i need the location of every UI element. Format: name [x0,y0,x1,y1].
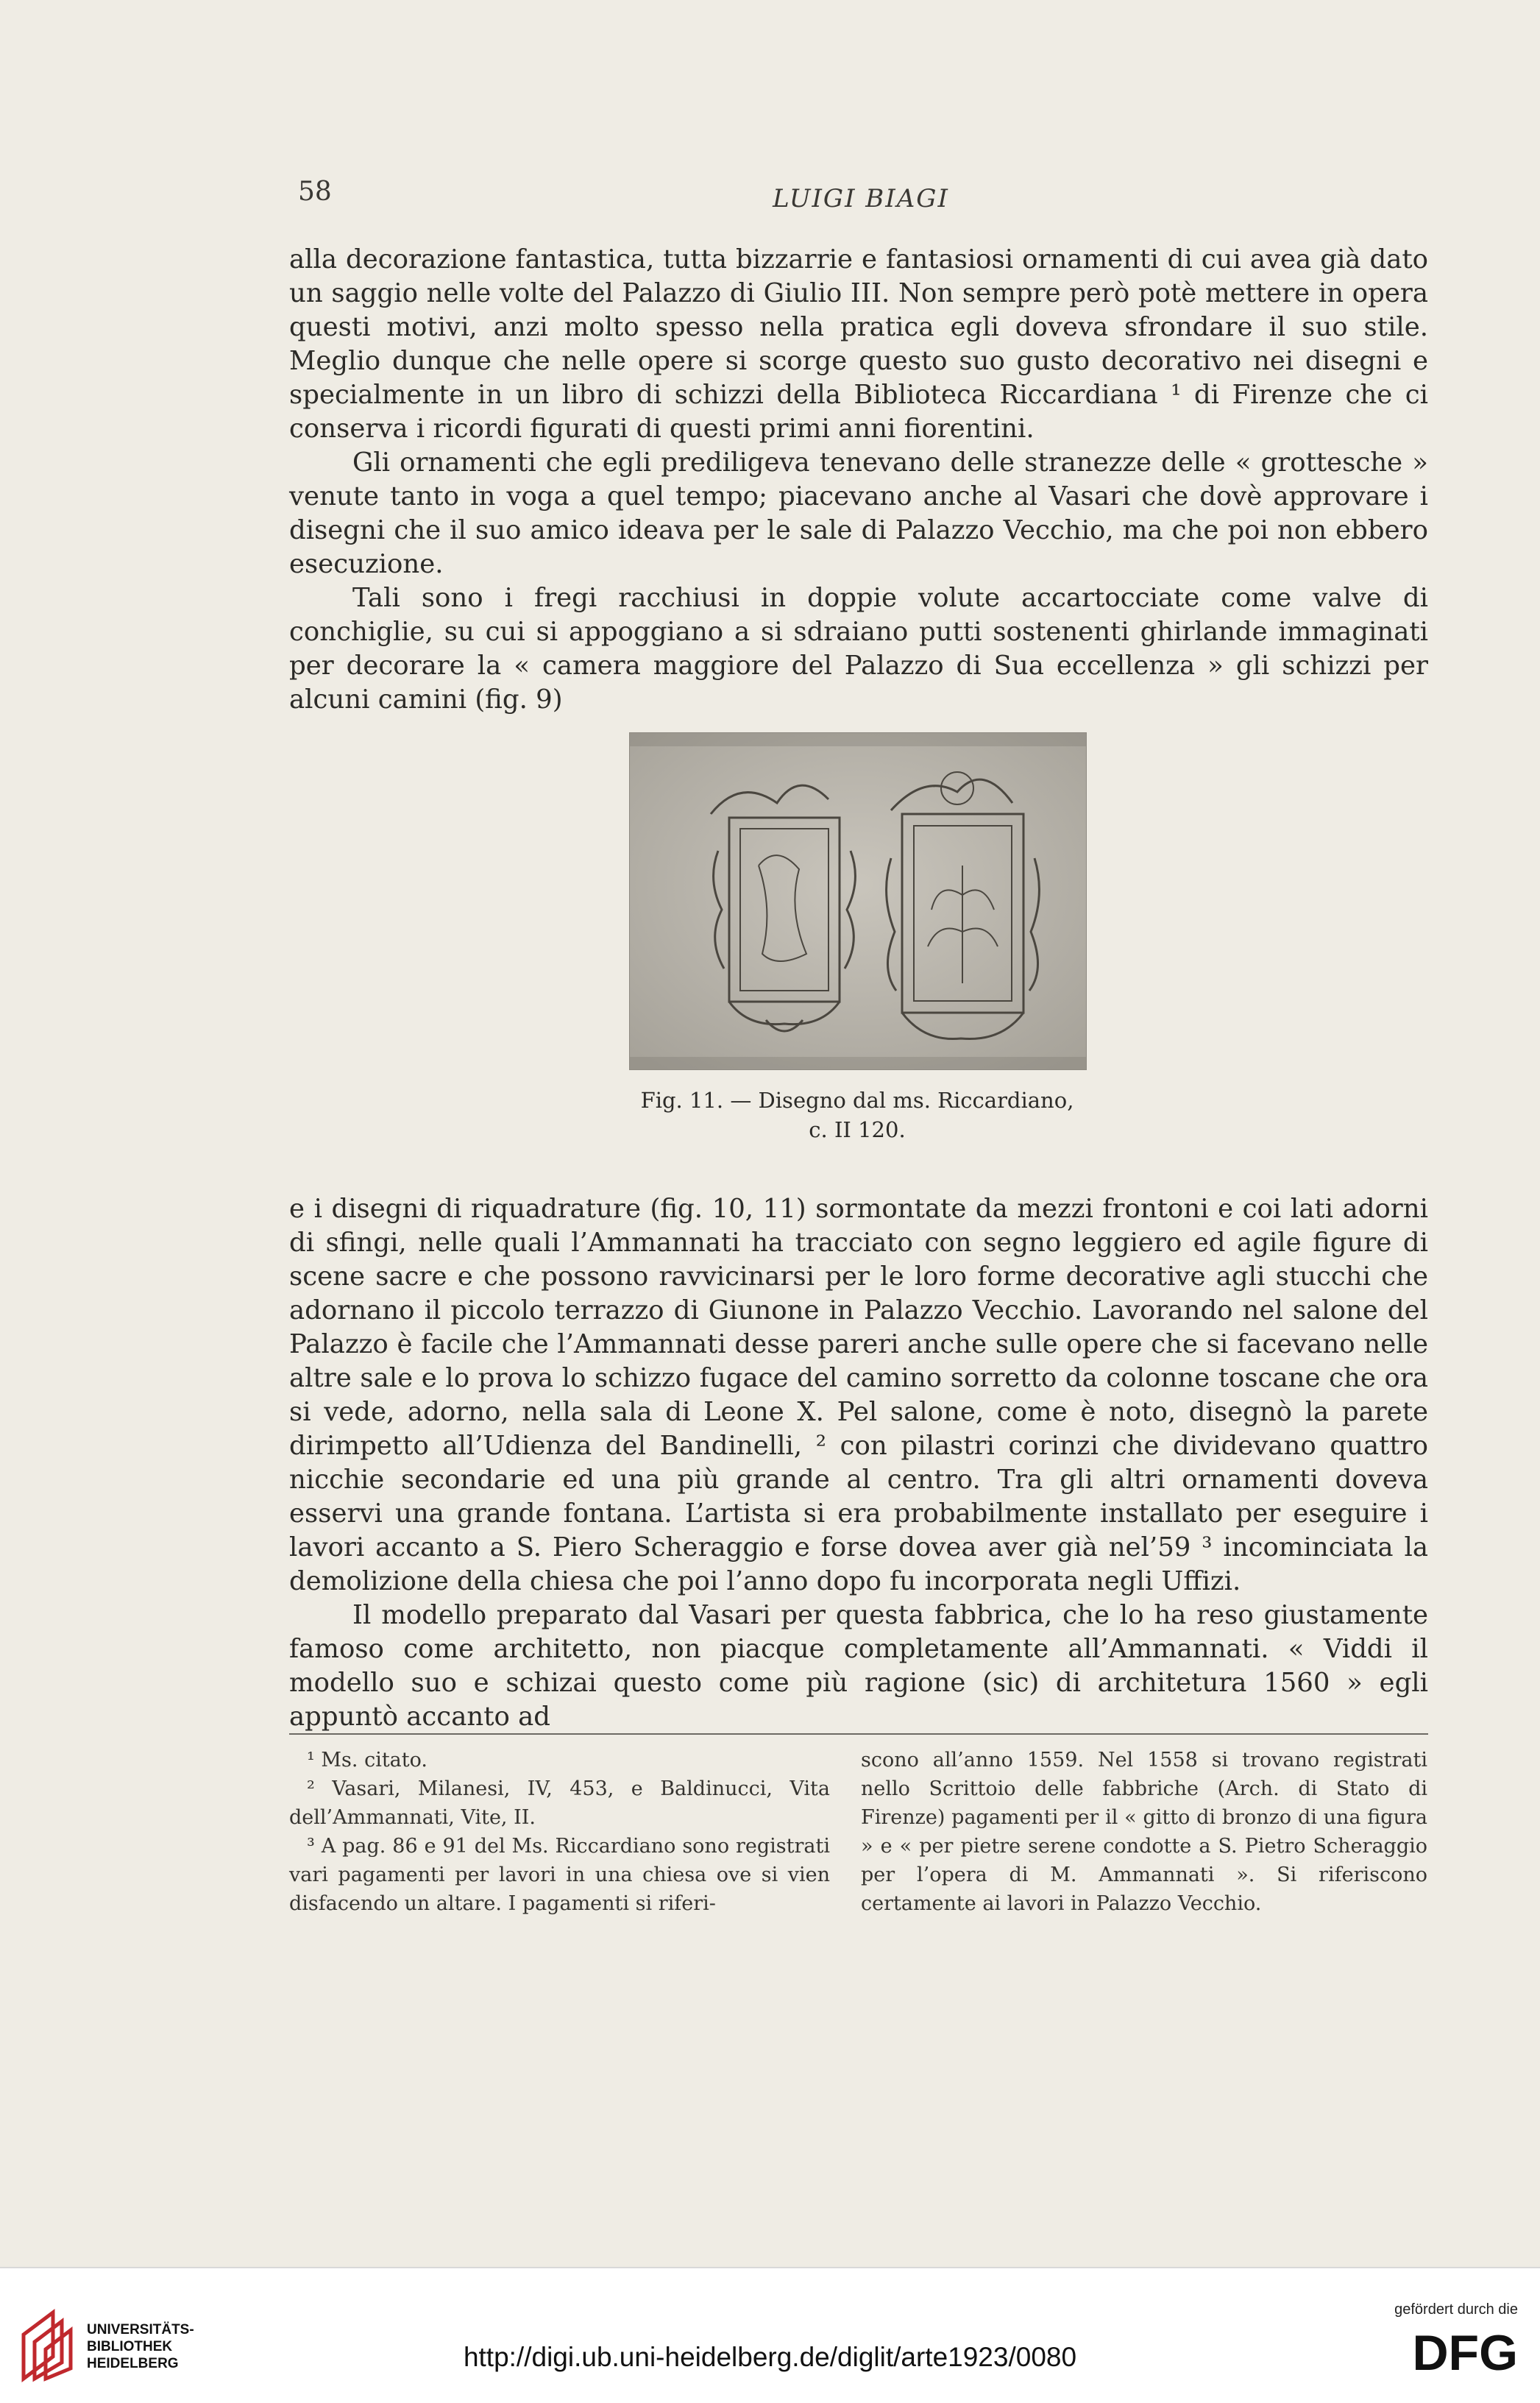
body-text-bottom [289,1192,1428,1734]
footnote: ¹ Ms. citato. [307,1749,427,1772]
footnote-continuation: scono all’anno 1559. Nel 1558 si trovano registrati nello Scrittoio delle fabbriche (Arch. di Stato di Firenze) pagamenti per il « gitto di bronzo di una figura » e « per pietre serene condotte a S. Pietro Scheraggio per l’opera di M. Ammannati ». Si riferiscono certamente ai lavori in Palazzo Vecchio. [861,1749,1427,1915]
caption-line: Fig. 11. — Disegno dal ms. Riccardiano, [640,1088,1074,1113]
dfg-logo-text: DFG [1412,2326,1518,2377]
permalink-url[interactable]: http://digi.ub.uni-heidelberg.de/diglit/arte1923/0080 [463,2342,1077,2372]
paragraph: e i disegni di riquadrature (fig. 10, 11) sormontate da mezzi frontoni e coi lati adorni di sfingi, nelle quali l’Ammannati ha tracciato con segno leggiero ed agile figure di scene sacre e che possono ravvicinarsi per le loro forme decorative agli stucchi che adornano il piccolo terrazzo di Giunone in Palazzo Vecchio. Lavorando nel salone del Palazzo è facile che l’Ammannati desse pareri anche sulle opere che si facevano nelle altre sale e lo prova lo schizzo fugace del camino sorretto da colonne toscane che ora si vede, adorno, nella sala di Leone X. Pel salone, come è noto, disegnò la parete dirimpetto all’Udienza del Bandinelli, ² con pilastri corinzi che dividevano quattro nicchie secondarie ed una più grande al centro. Tra gli altri ornamenti doveva esservi una grande fontana. L’artista si era probabilmente installato per eseguire i lavori accanto a S. Piero Scheraggio e forse dovea aver già nel’59 ³ incominciata la demolizione della chiesa che poi l’anno dopo fu incorporata negli Uffizi. [289,1194,1428,1596]
footnote: ³ A pag. 86 e 91 del Ms. Riccardiano sono registrati vari pagamenti per lavori in una chiesa ove si vien disfacendo un altare. I pagamenti si riferi- [289,1835,830,1915]
running-title: LUIGI BIAGI [773,184,949,213]
running-head [298,177,1424,221]
paragraph: Tali sono i fregi racchiusi in doppie volute accartocciate come valve di conchiglie, su cui si appoggiano a si sdraiano putti sostenenti ghirlande immaginati per decorare la « camera maggiore del Palazzo di Sua eccellenza » gli schizzi per alcuni camini (fig. 9) [289,583,1428,715]
footnote: ² Vasari, Milanesi, IV, 453, e Baldinucci, Vita dell’Ammannati, Vite, II. [289,1777,830,1829]
sponsor-block [1356,2301,1518,2381]
paragraph: Gli ornamenti che egli prediligeva tenevano delle stranezze delle « grottesche » venute tanto in voga a quel tempo; piacevano anche al Vasari che dovè approvare i disegni che il suo amico ideava per le sale di Palazzo Vecchio, ma che poi non ebbero esecuzione. [289,447,1428,579]
paragraph: Il modello preparato dal Vasari per questa fabbrica, che lo ha reso giustamente famoso come architetto, non piacque completamente all’Ammannati. « Viddi il modello suo e schizai questo come più ragione (sic) di architetura 1560 » egli appuntò accanto ad [289,1600,1428,1732]
library-name-line: HEIDELBERG [87,2356,179,2371]
body-text-top [289,243,1428,717]
paragraph: alla decorazione fantastica, tutta bizzarrie e fantasiosi ornamenti di cui avea già dato un saggio nelle volte del Palazzo di Giulio III. Non sempre però potè mettere in opera questi motivi, anzi molto spesso nella pratica egli doveva sfrondare il suo stile. Meglio dunque che nelle opere si scorge questo suo gusto decorativo nei disegni e specialmente in un libro di schizzi della Biblioteca Riccardiana ¹ di Firenze che ci conserva i ricordi figurati di questi primi anni fiorentini. [289,244,1428,444]
riccardiano-sketch-image [630,733,1086,1069]
sponsor-text: gefördert durch die [1394,2301,1518,2318]
dfg-logo-icon[interactable] [1371,2326,1518,2377]
library-name-line: BIBLIOTHEK [87,2339,173,2354]
library-name-line: UNIVERSITÄTS- [87,2322,194,2337]
footnotes-left-column [289,1746,830,1918]
footnote-divider [289,1733,1428,1735]
figure-caption [441,1086,1273,1144]
figure-drawing [629,732,1087,1070]
viewer-footer [0,2267,1540,2403]
caption-line: c. II 120. [809,1117,906,1142]
page-number: 58 [298,177,332,207]
footnotes-right-column [861,1746,1427,1918]
